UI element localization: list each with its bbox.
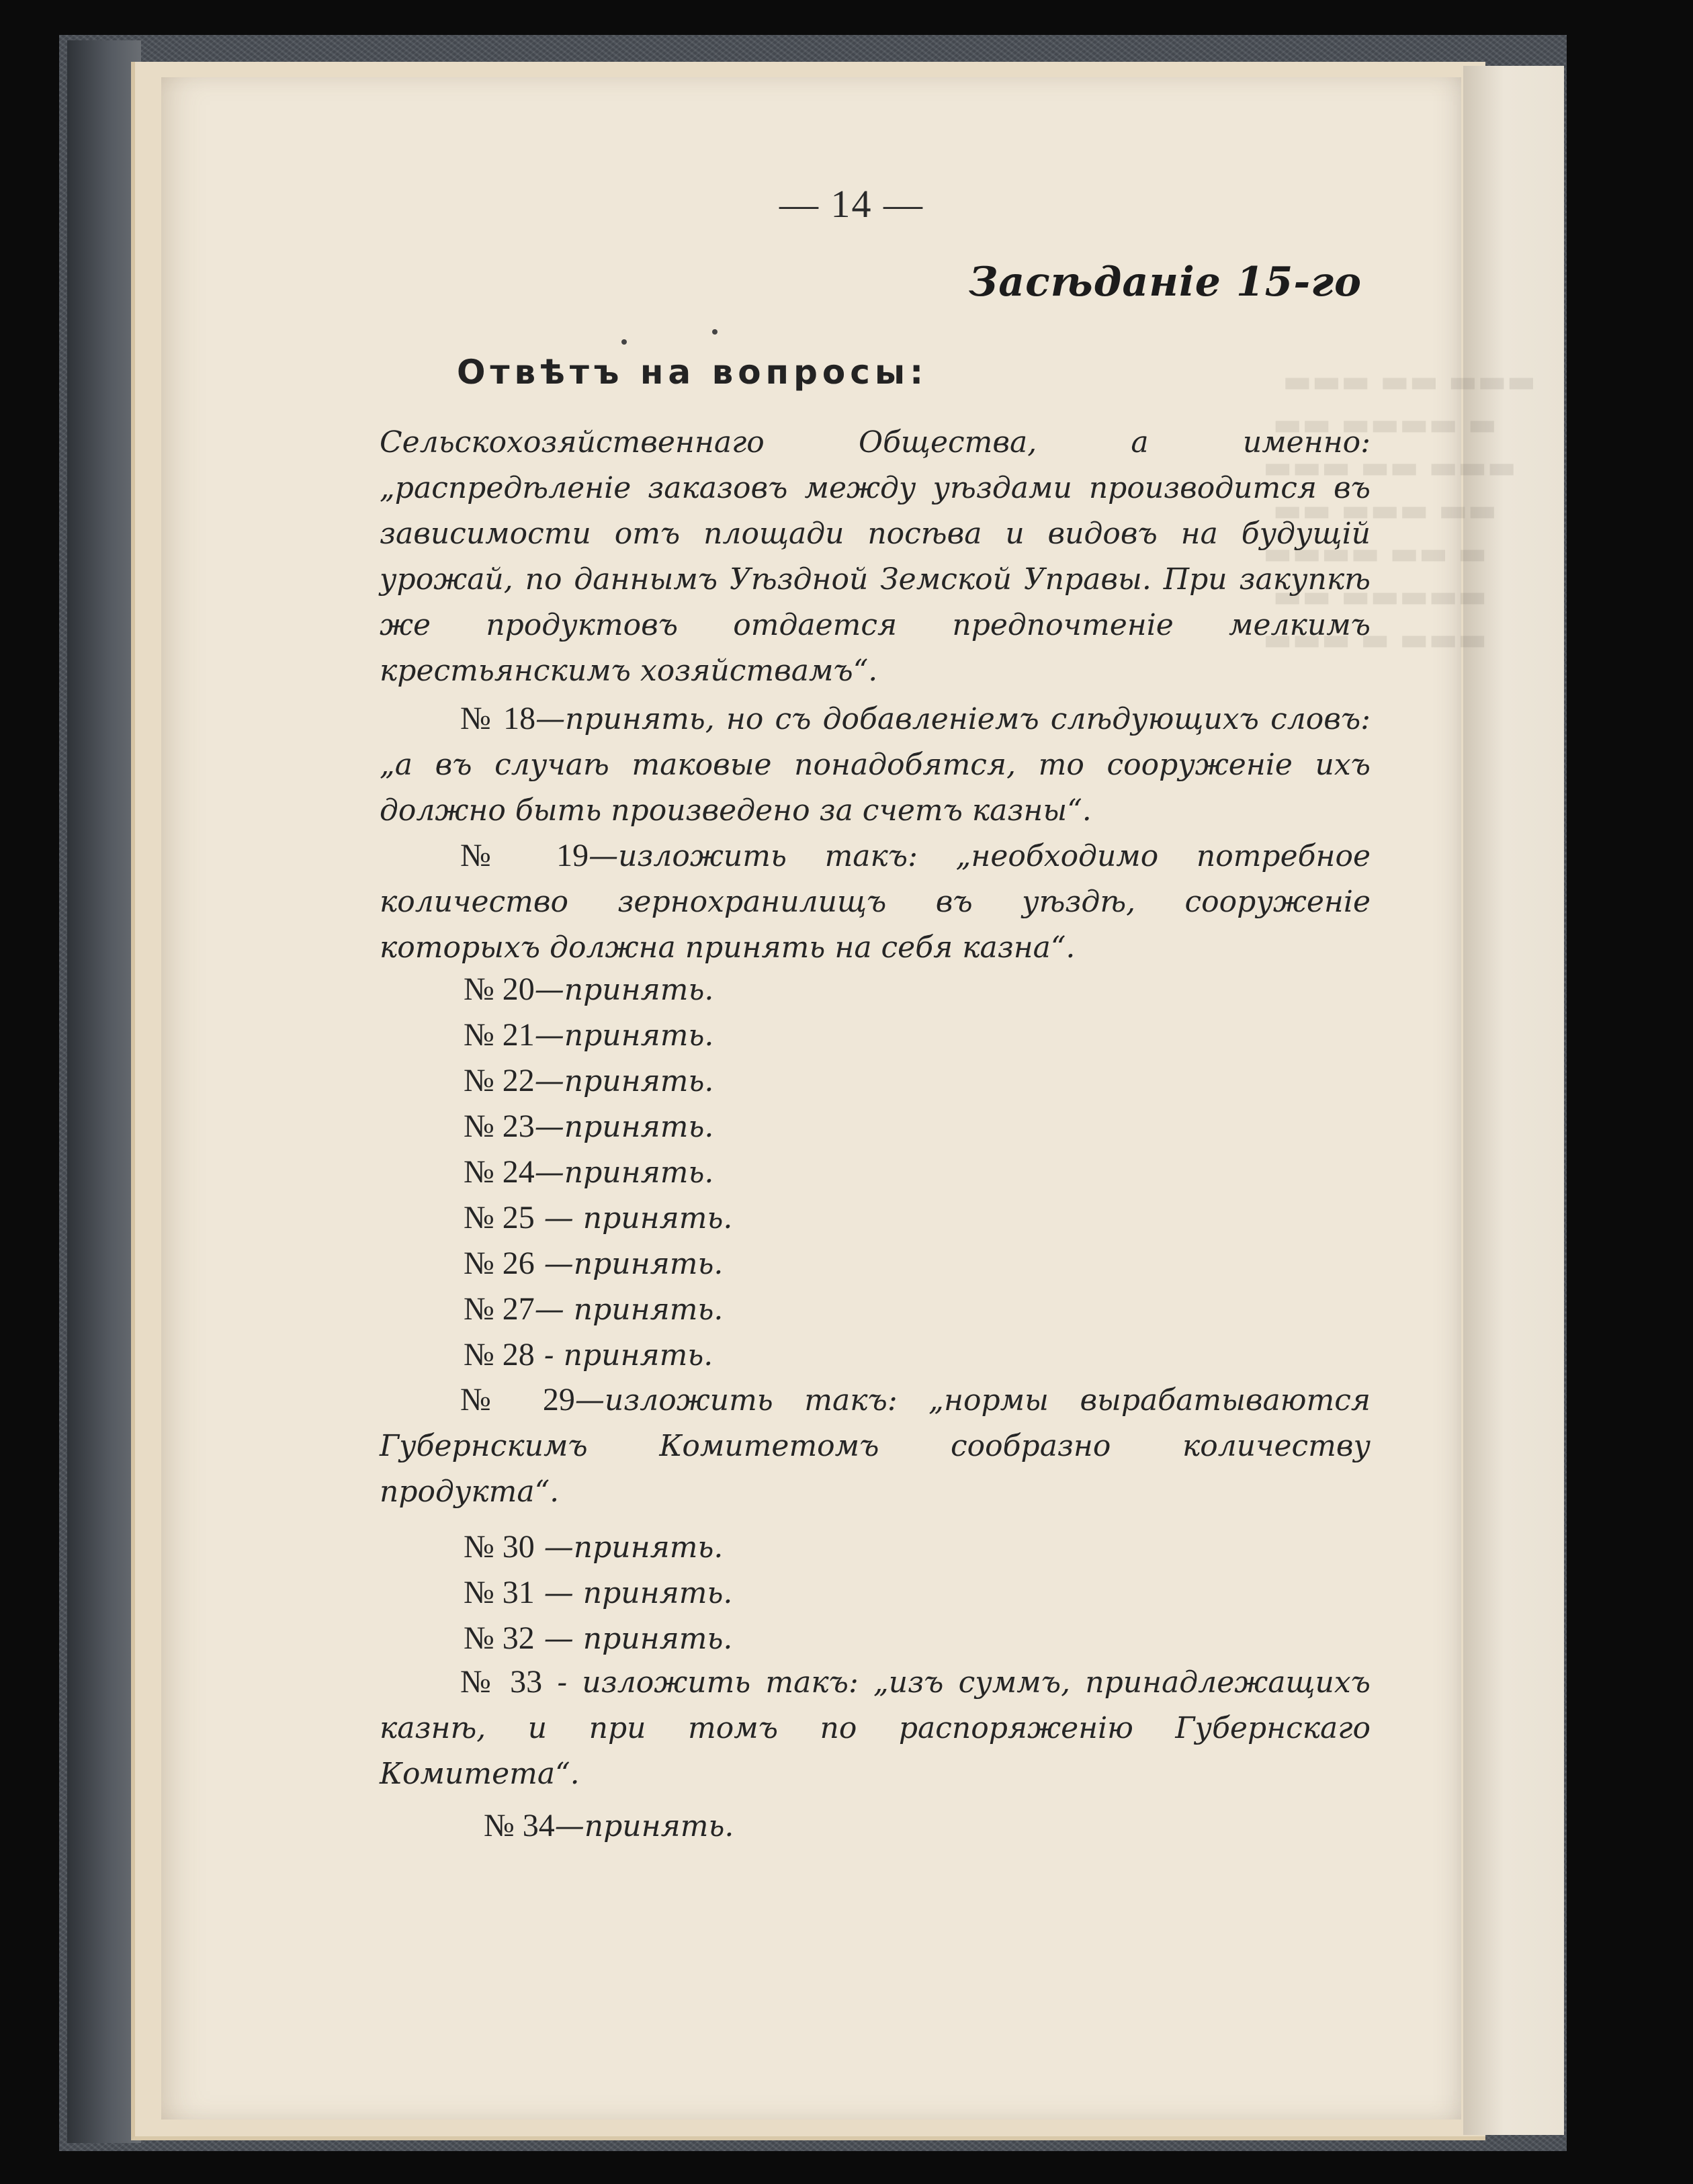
item-text: — принять. [534,1576,733,1610]
item-text: - принять. [534,1338,713,1372]
item-29 [380,1377,1371,1515]
item-text: - изложить такъ: „изъ суммъ, принадлежащихъ казнѣ, и при томъ по распоряженію Губернскаго Комитета“. [380,1665,1371,1791]
item-number: № 22 [464,1063,535,1098]
item-number: № 28 [464,1337,535,1372]
item-text: —принять. [534,1530,724,1565]
item-text: —принять. [534,973,714,1007]
item-text: —принять. [534,1018,714,1053]
item-number: № 24 [464,1154,535,1190]
item-number: № 33 [460,1664,543,1700]
item-text: — принять. [534,1201,733,1235]
item-21 [464,1016,713,1053]
page-number: — 14 — [779,182,924,226]
item-text: —принять. [534,1110,714,1144]
item-text: — принять. [534,1622,733,1656]
item-text: —изложить такъ: „необходимо потребное количество зернохранилищъ въ уѣздѣ, сооруженіе которыхъ должна принять на себя казна“. [380,839,1371,965]
item-number: № 25 [464,1200,535,1235]
item-text: —принять. [534,1064,714,1098]
item-27 [464,1291,723,1327]
item-number: № 19 [460,838,589,873]
item-32 [464,1620,732,1657]
item-30 [464,1528,723,1565]
item-number: № 27 [464,1291,535,1327]
item-number: № 30 [464,1529,535,1565]
item-28 [464,1336,713,1373]
item-19 [380,833,1371,971]
section-title: Отвѣтъ на вопросы: [457,353,928,392]
item-text: —принять. [554,1809,734,1843]
item-number: № 21 [464,1017,535,1053]
item-number: № 32 [464,1620,535,1656]
item-33 [380,1659,1371,1797]
item-31 [464,1574,732,1611]
book-spine [67,40,141,2143]
ink-dot [712,329,718,335]
item-18 [380,696,1371,834]
running-header: Засѣданіе 15-го [968,259,1362,306]
item-text: —принять, но съ добавленіемъ слѣдующихъ словъ: „а въ случаѣ таковые понадобятся, то сооруженіе ихъ должно быть произведено за счетъ казны“. [380,702,1371,828]
item-25 [464,1199,732,1236]
ink-dot [621,339,627,345]
item-24 [464,1153,713,1190]
item-text: —принять. [534,1247,724,1281]
item-number: № 29 [460,1382,575,1417]
show-through-text: ▬▬▬ ▬▬ ▬▬▬ ▬▬ ▬▬▬▬ ▬ ▬▬▬ ▬▬ ▬▬▬ ▬▬ ▬▬▬ ▬▬ ▬▬▬▬ ▬▬ ▬ ▬▬ ▬▬▬▬▬ ▬▬▬ ▬ ▬▬▬ [1263,363,1536,657]
item-22 [464,1062,713,1099]
item-text: —изложить такъ: „нормы вырабатываются Губернскимъ Комитетомъ сообразно количеству продукта“. [380,1383,1371,1509]
item-26 [464,1245,723,1282]
item-number: № 31 [464,1575,535,1610]
item-text: —принять. [534,1155,714,1190]
item-number: № 26 [464,1246,535,1281]
item-number: № 20 [464,971,535,1007]
item-text: — принять. [534,1293,724,1327]
item-number: № 34 [484,1808,555,1843]
item-34 [484,1807,734,1844]
item-20 [464,971,713,1008]
item-23 [464,1108,713,1145]
item-number: № 23 [464,1108,535,1144]
item-number: № 18 [460,701,536,736]
paragraph-answer: Сельскохозяйственнаго Общества, а именно: „распредѣленіе заказовъ между уѣздами производится въ зависимости отъ площади посѣва и видовъ на будущій урожай, по даннымъ Уѣздной Земской Управы. При закупкѣ же продуктовъ отдается предпочтеніе мелкимъ крестьянскимъ хозяйствамъ“. [380,425,1371,688]
